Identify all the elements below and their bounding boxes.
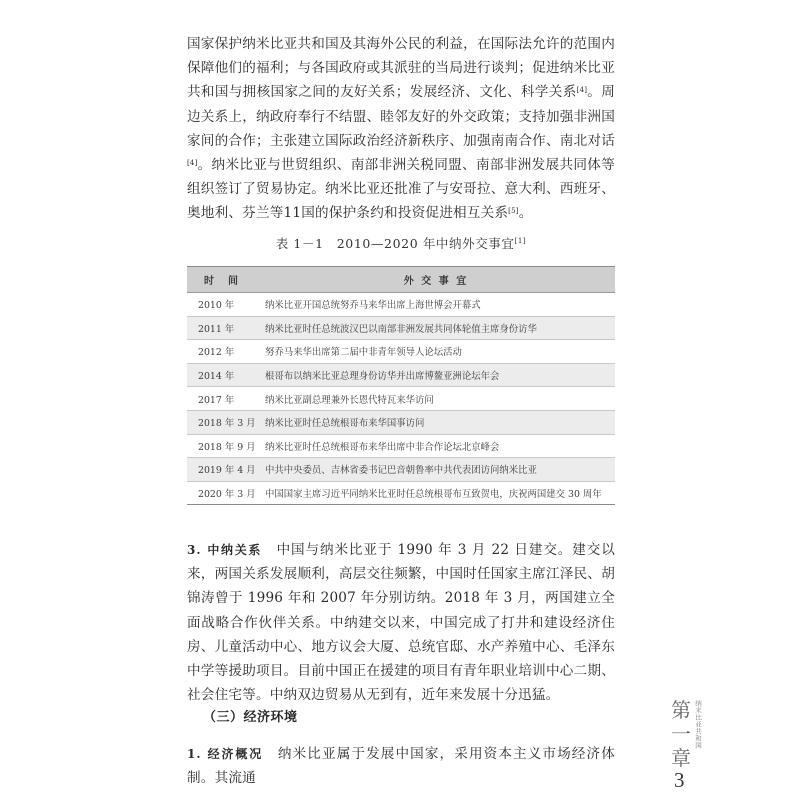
cell-time: 2019 年 4 月: [187, 458, 257, 482]
paragraph-text: 。纳米比亚与世贸组织、南部非洲关税同盟、南部非洲发展共同体等组织签订了贸易协定。纳米比亚还批准了与安哥拉、意大利、西班牙、奥地利、芬兰等11国的保护条约和投资促进相互关系: [187, 157, 615, 222]
paragraph-text: 。周边关系上，纳政府奉行不结盟、睦邻友好的外交政策；支持加强非洲国家间的合作；主张建立国际政治经济新秩序、加强南南合作、南北对话: [187, 84, 615, 149]
table-caption: [187, 234, 615, 252]
cell-matter: 中共中央委员、吉林省委书记巴音朝鲁率中共代表团访问纳米比亚: [257, 458, 615, 482]
table-header-row: [187, 267, 615, 293]
paragraph-text: 纳米比亚属于发展中国家，采用资本主义市场经济体制。其流通: [187, 746, 615, 787]
cell-time: 2012 年: [187, 340, 257, 364]
section-heading: （三）经济环境: [203, 710, 298, 725]
header-time: 时 间: [187, 267, 257, 293]
paragraph-lead: 3. 中纳关系: [187, 543, 263, 557]
cell-matter: 努乔马来华出席第二届中非青年领导人论坛活动: [257, 340, 615, 364]
cell-matter: 纳米比亚时任总统波汉巴以南部非洲发展共同体轮值主席身份访华: [257, 316, 615, 340]
cell-time: 2010 年: [187, 293, 257, 317]
table-row: [187, 293, 615, 317]
table-row: [187, 434, 615, 458]
page-number: 3: [674, 768, 685, 792]
cell-time: 2020 年 3 月: [187, 481, 257, 505]
cell-time: 2014 年: [187, 363, 257, 387]
intro-paragraph: [187, 32, 615, 226]
paragraph-text: 中国与纳米比亚于 1990 年 3 月 22 日建交。建交以来，两国关系发展顺利，高层交往频繁，中国时任国家主席江泽民、胡锦涛曾于 1996 年和 2007 年分别访纳。2018 年 3 月，两国建立全面战略合作伙伴关系。中纳建交以来，中国完成了打井和建设经济住房、儿童活动中心、地方议会大厦、总统官邸、水产养殖中心、毛泽东中学等援助项目。目前中国正在援建的项目有青年职业培训中心二期、社会住宅等。中纳双边贸易从无到有，近年来发展十分迅猛。: [187, 542, 615, 704]
diplomatic-events-table: [187, 266, 615, 505]
cell-matter: 纳米比亚开国总统努乔马来华出席上海世博会开幕式: [257, 293, 615, 317]
header-matter: 外 交 事 宜: [257, 267, 615, 293]
paragraph-lead: 1. 经济概况: [187, 747, 264, 761]
economy-overview-paragraph: [187, 742, 615, 790]
cell-matter: 根哥布以纳米比亚总理身份访华并出席博鳌亚洲论坛年会: [257, 363, 615, 387]
citation: [5]: [508, 207, 519, 216]
cell-matter: 纳米比亚时任总统根哥布来华国事访问: [257, 410, 615, 434]
chapter-tab-title: 第一章: [671, 698, 691, 770]
cell-matter: 中国国家主席习近平同纳米比亚时任总统根哥布互致贺电，庆祝两国建交 30 周年: [257, 481, 615, 505]
table-row: [187, 387, 615, 411]
cell-time: 2018 年 3 月: [187, 410, 257, 434]
china-namibia-relations-paragraph: [187, 538, 615, 707]
table-row: [187, 363, 615, 387]
citation: [4]: [187, 159, 198, 168]
paragraph-text: 。: [518, 205, 533, 222]
table-row: [187, 481, 615, 505]
table-row: [187, 458, 615, 482]
table-row: [187, 316, 615, 340]
chapter-tab-subtitle: 纳米比亚共和国: [694, 700, 702, 749]
cell-matter: 纳米比亚时任总统根哥布来华出席中非合作论坛北京峰会: [257, 434, 615, 458]
cell-matter: 纳米比亚副总理兼外长恩代特瓦来华访问: [257, 387, 615, 411]
paragraph-text: 国家保护纳米比亚共和国及其海外公民的利益，在国际法允许的范围内保障他们的福利；与各国政府或其派驻的当局进行谈判；促进纳米比亚共和国与拥核国家之间的友好关系；发展经济、文化、科学关系: [187, 36, 615, 101]
cell-time: 2018 年 9 月: [187, 434, 257, 458]
citation: [4]: [576, 86, 588, 95]
caption-text: 表 1－1 2010—2020 年中纳外交事宜: [275, 236, 515, 251]
cell-time: 2011 年: [187, 316, 257, 340]
table-row: [187, 410, 615, 434]
cell-time: 2017 年: [187, 387, 257, 411]
citation: [1]: [514, 236, 527, 245]
table-row: [187, 340, 615, 364]
